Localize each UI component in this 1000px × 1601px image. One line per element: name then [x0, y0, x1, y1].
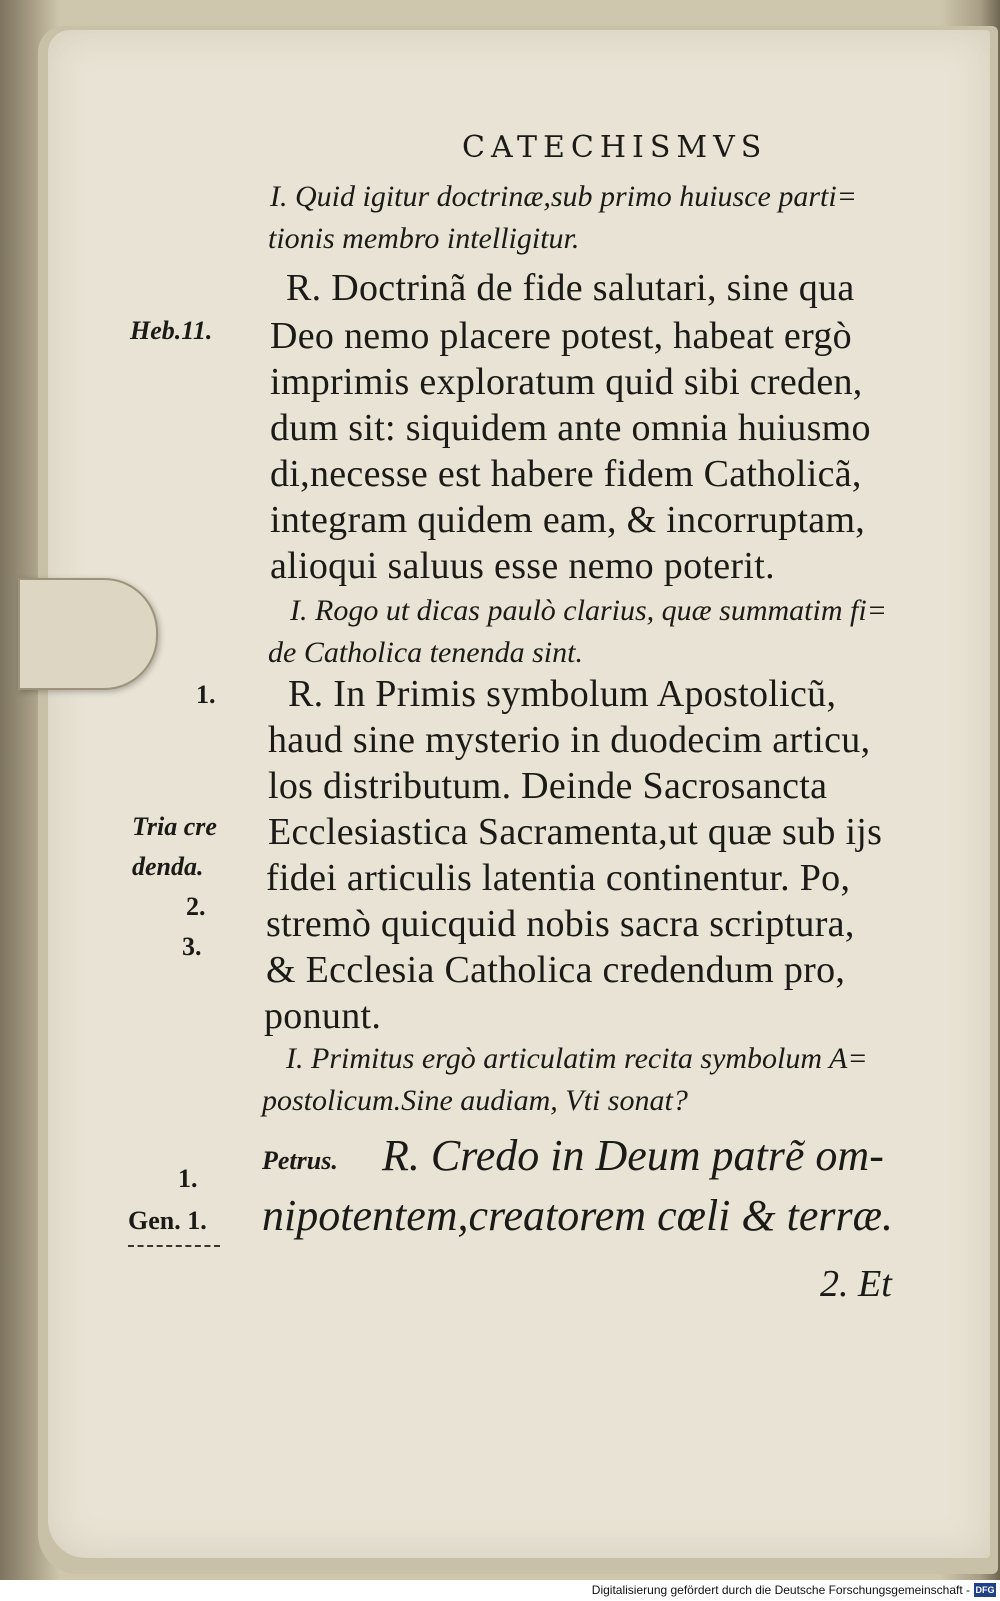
footer-credit: Digitalisierung gefördert durch die Deutsche Forschungsgemeinschaft - [591, 1583, 970, 1597]
margin-note-tria: Tria cre [132, 812, 217, 841]
dfg-logo: DFG [975, 1585, 995, 1595]
text-line: tionis membro intelligitur. [268, 222, 580, 255]
text-line: R. Credo in Deum patrẽ om- [382, 1131, 884, 1180]
text-line: haud sine mysterio in duodecim articu, [268, 719, 871, 761]
text-line: postolicum.Sine audiam, Vti sonat? [262, 1084, 688, 1117]
margin-number: 3. [182, 932, 202, 961]
text-line: dum sit: siquidem ante omnia huiusmo [270, 407, 871, 449]
margin-number: 2. [186, 892, 206, 921]
margin-rule [128, 1245, 220, 1247]
text-line: R. In Primis symbolum Apostolicũ, [288, 673, 837, 715]
page-title: CATECHISMVS [462, 130, 768, 165]
speaker-label: Petrus. [262, 1146, 338, 1175]
text-line: Ecclesiastica Sacramenta,ut quæ sub ijs [268, 811, 883, 853]
text-line: ponunt. [264, 995, 382, 1037]
text-line: R. Doctrinã de fide salutari, sine qua [286, 267, 855, 309]
text-line: I. Rogo ut dicas paulò clarius, quæ summatim fi= [290, 594, 887, 627]
catchword: 2. Et [820, 1263, 892, 1305]
text-line: imprimis exploratum quid sibi creden, [270, 361, 863, 403]
clasp-strap [18, 578, 158, 690]
text-line: de Catholica tenenda sint. [268, 636, 583, 669]
footer-bar [0, 1580, 1000, 1601]
text-line: di,necesse est habere fidem Catholicã, [270, 453, 862, 495]
margin-number: 1. [178, 1164, 198, 1193]
text-line: nipotentem,creatorem cœli & terræ. [262, 1191, 893, 1240]
margin-note-heb: Heb.11. [130, 316, 213, 345]
text-line: I. Primitus ergò articulatim recita symbolum A= [286, 1042, 868, 1075]
margin-note-gen: Gen. 1. [128, 1206, 207, 1235]
text-line: stremò quicquid nobis sacra scriptura, [266, 903, 855, 945]
text-line: I. Quid igitur doctrinæ,sub primo huiusce parti= [270, 180, 857, 213]
text-line: integram quidem eam, & incorruptam, [270, 499, 866, 541]
text-line: alioqui saluus esse nemo poterit. [270, 545, 775, 587]
margin-number: 1. [196, 680, 216, 709]
margin-note-tria: denda. [132, 852, 204, 881]
text-line: los distributum. Deinde Sacrosancta [268, 765, 828, 807]
text-line: fidei articulis latentia continentur. Po, [266, 857, 851, 899]
text-line: & Ecclesia Catholica credendum pro, [266, 949, 846, 991]
text-line: Deo nemo placere potest, habeat ergò [270, 315, 852, 357]
